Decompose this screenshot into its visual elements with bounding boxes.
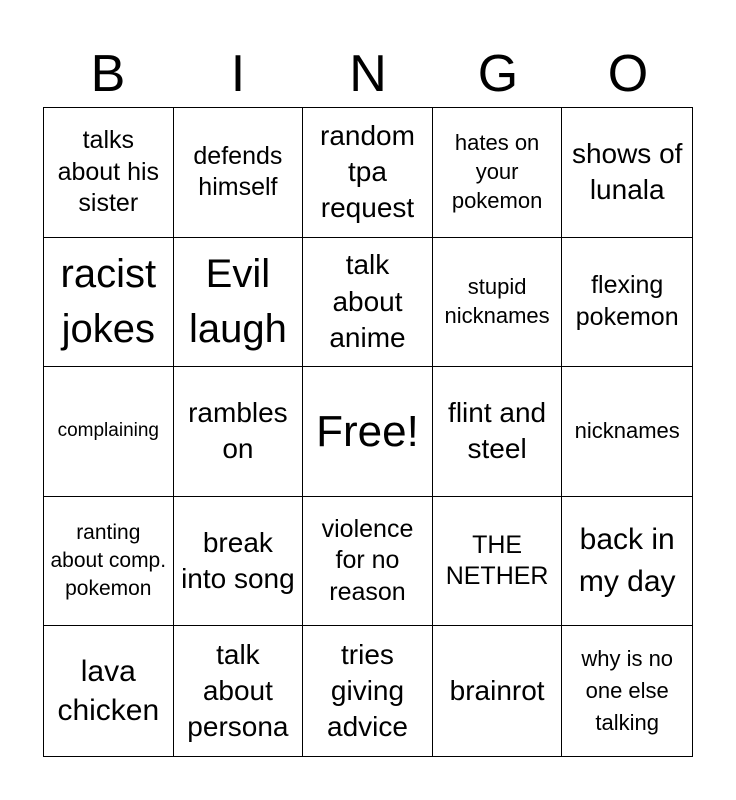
bingo-cell[interactable] — [44, 626, 174, 756]
cell-text: flexing pokemon — [575, 271, 679, 331]
bingo-cell[interactable] — [303, 108, 433, 238]
bingo-cell[interactable] — [174, 108, 304, 238]
header-letter-n: N — [349, 45, 387, 103]
cell-text: racist jokes — [60, 251, 157, 351]
cell-text: talk about anime — [329, 249, 406, 354]
bingo-cell[interactable] — [44, 367, 174, 497]
bingo-cell[interactable] — [433, 497, 563, 627]
cell-text: break into song — [181, 526, 295, 595]
cell-text: complaining — [57, 420, 159, 442]
cell-text: talks about his sister — [57, 126, 160, 218]
bingo-cell[interactable] — [562, 108, 692, 238]
bingo-cell[interactable] — [562, 497, 692, 627]
cell-text: violence for no reason — [321, 514, 414, 606]
cell-text: shows of lunala — [571, 137, 683, 206]
bingo-cell[interactable] — [562, 626, 692, 756]
header-letter-g: G — [477, 45, 519, 103]
bingo-cell[interactable] — [433, 238, 563, 368]
cell-text: back in my day — [578, 523, 676, 599]
cell-text: Free! — [316, 406, 419, 456]
bingo-header — [43, 40, 693, 108]
header-letter-b: B — [90, 45, 126, 103]
cell-text: lava chicken — [57, 655, 160, 728]
bingo-cell[interactable] — [562, 367, 692, 497]
bingo-cell[interactable] — [174, 238, 304, 368]
cell-text: why is no one else talking — [581, 646, 674, 736]
cell-text: defends himself — [193, 141, 283, 202]
bingo-cell[interactable] — [303, 238, 433, 368]
bingo-cell[interactable] — [174, 497, 304, 627]
cell-text: flint and steel — [448, 397, 547, 465]
header-letter-i: I — [230, 45, 246, 103]
free-space[interactable] — [303, 367, 433, 497]
cell-text: Evil laugh — [188, 251, 287, 351]
cell-text: stupid nicknames — [444, 274, 550, 328]
cell-text: talk about persona — [187, 638, 289, 743]
bingo-cell[interactable] — [174, 626, 304, 756]
bingo-cell[interactable] — [433, 367, 563, 497]
cell-text: rambles on — [188, 397, 288, 465]
cell-text: brainrot — [449, 675, 545, 706]
cell-text: ranting about comp. pokemon — [50, 520, 167, 601]
bingo-cell[interactable] — [562, 238, 692, 368]
bingo-cell[interactable] — [433, 626, 563, 756]
bingo-cell[interactable] — [303, 626, 433, 756]
bingo-cell[interactable] — [44, 108, 174, 238]
cell-text: THE NETHER — [445, 530, 549, 591]
cell-text: tries giving advice — [327, 638, 408, 743]
bingo-cell[interactable] — [303, 497, 433, 627]
cell-text: nicknames — [574, 418, 680, 444]
bingo-cell[interactable] — [44, 238, 174, 368]
bingo-cell[interactable] — [44, 497, 174, 627]
cell-text: random tpa request — [320, 119, 415, 224]
bingo-board — [43, 107, 693, 757]
cell-text: hates on your pokemon — [451, 130, 543, 213]
bingo-cell[interactable] — [174, 367, 304, 497]
bingo-cell[interactable] — [433, 108, 563, 238]
header-letter-o: O — [607, 45, 649, 103]
